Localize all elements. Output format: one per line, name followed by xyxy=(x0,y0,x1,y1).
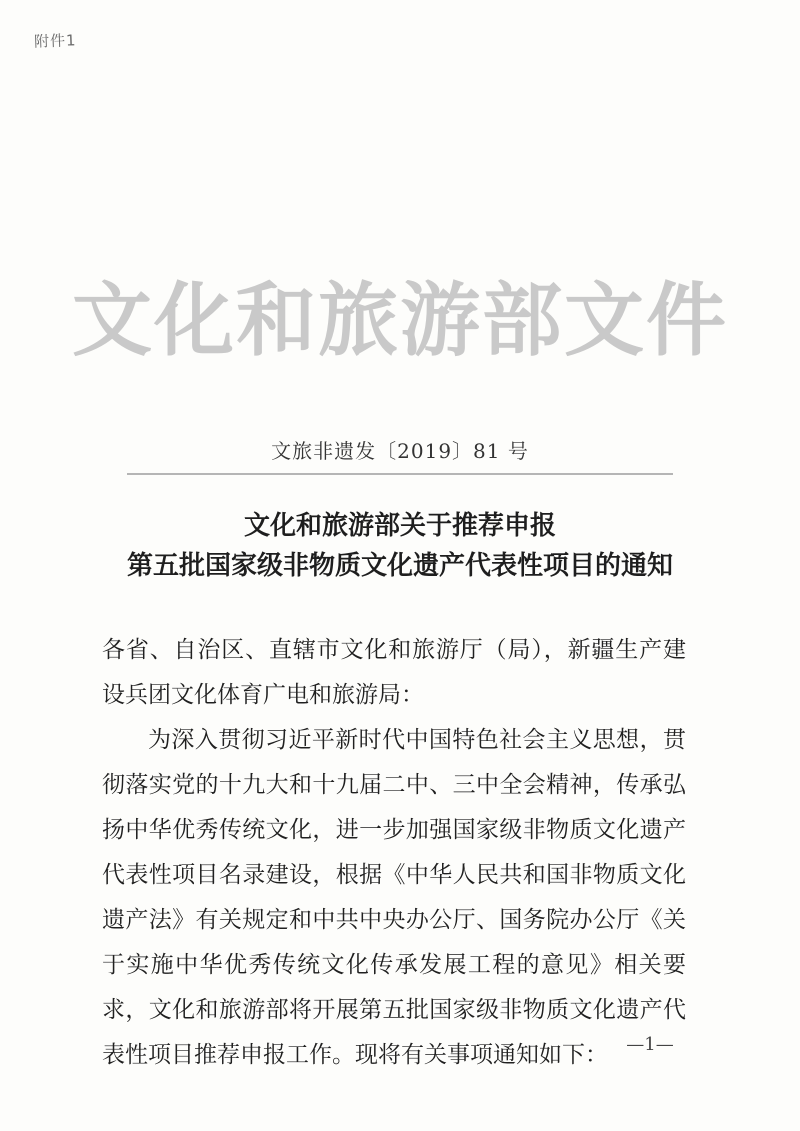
header-divider-line xyxy=(127,473,673,475)
title-line-1: 文化和旅游部关于推荐申报 xyxy=(243,511,556,541)
document-title xyxy=(0,506,800,586)
body-paragraph: 为深入贯彻习近平新时代中国特色社会主义思想，贯彻落实党的十九大和十九届二中、三中全会精神，传承弘扬中华优秀传统文化，进一步加强国家级非物质文化遗产代表性项目名录建设，根据《中华人民共和国非物质文化遗产法》有关规定和中共中央办公厅、国务院办公厅《关于实施中华优秀传统文化传承发展工程的意见》相关要求，文化和旅游部将开展第五批国家级非物质文化遗产代表性项目推荐申报工作。现将有关事项通知如下： xyxy=(102,727,686,1068)
salutation: 各省、自治区、直辖市文化和旅游厅（局），新疆生产建设兵团文化体育广电和旅游局： xyxy=(102,637,686,708)
title-line-2: 第五批国家级非物质文化遗产代表性项目的通知 xyxy=(126,551,673,581)
page-number: —1— xyxy=(626,1034,674,1055)
document-body xyxy=(102,628,686,1078)
document-number: 文旅非遗发〔2019〕81 号 xyxy=(271,439,529,463)
document-masthead: 文化和旅游部文件 xyxy=(72,273,728,367)
handwritten-attachment-note: 附件1 xyxy=(33,31,77,51)
